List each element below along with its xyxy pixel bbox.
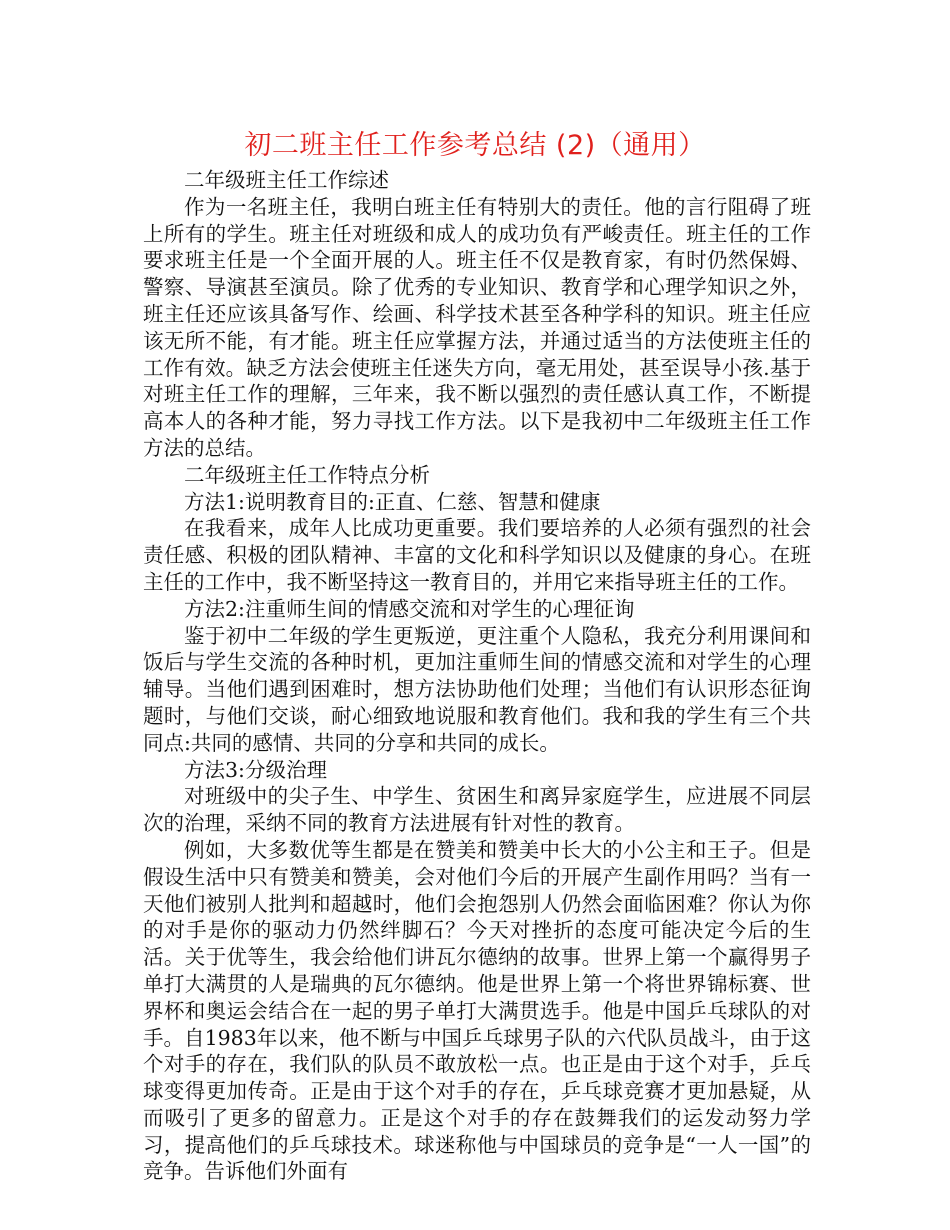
document-body: [143, 167, 811, 1185]
paragraph: 作为一名班主任，我明白班主任有特别大的责任。他的言行阻碍了班上所有的学生。班主任对班级和成人的成功负有严峻责任。班主任的工作要求班主任是一个全面开展的人。班主任不仅是教育家，有时仍然保姆、警察、导演甚至演员。除了优秀的专业知识、教育学和心理学知识之外，班主任还应该具备写作、绘画、科学技术甚至各种学科的知识。班主任应该无所不能，有才能。班主任应掌握方法，并通过适当的方法使班主任的工作有效。缺乏方法会使班主任迷失方向，毫无用处，甚至误导小孩.基于对班主任工作的理解，三年来，我不断以强烈的责任感认真工作，不断提高本人的各种才能，努力寻找工作方法。以下是我初中二年级班主任工作方法的总结。: [143, 194, 811, 460]
method-heading: 方法2:注重师生间的情感交流和对学生的心理征询: [184, 596, 635, 621]
paragraph: 在我看来，成年人比成功更重要。我们要培养的人必须有强烈的社会责任感、积极的团队精神、丰富的文化和科学知识以及健康的身心。在班主任的工作中，我不断坚持这一教育目的，并用它来指导班主任的工作。: [143, 516, 811, 594]
paragraph: 鉴于初中二年级的学生更叛逆，更注重个人隐私，我充分利用课间和饭后与学生交流的各种时机，更加注重师生间的情感交流和对学生的心理辅导。当他们遇到困难时，想方法协助他们处理；当他们有认识形态征询题时，与他们交谈，耐心细致地说服和教育他们。我和我的学生有三个共同点:共同的感情、共同的分享和共同的成长。: [143, 623, 811, 755]
paragraph: 对班级中的尖子生、中学生、贫困生和离异家庭学生，应进展不同层次的治理，采纳不同的教育方法进展有针对性的教育。: [143, 784, 811, 836]
method-heading: 方法3:分级治理: [184, 757, 327, 782]
paragraph: 例如，大多数优等生都是在赞美和赞美中长大的小公主和王子。但是假设生活中只有赞美和赞美，会对他们今后的开展产生副作用吗？当有一天他们被别人批判和超越时，他们会抱怨别人仍然会面临困难？你认为你的对手是你的驱动力仍然绊脚石？今天对挫折的态度可能决定今后的生活。关于优等生，我会给他们讲瓦尔德纳的故事。世界上第一个赢得男子单打大满贯的人是瑞典的瓦尔德纳。他是世界上第一个将世界锦标赛、世界杯和奥运会结合在一起的男子单打大满贯选手。他是中国乒乓球队的对手。自1983年以来，他不断与中国乒乓球男子队的六代队员战斗，由于这个对手的存在，我们队的队员不敢放松一点。也正是由于这个对手，乒乓球变得更加传奇。正是由于这个对手的存在，乒乓球竞赛才更加悬疑，从而吸引了更多的留意力。正是这个对手的存在鼓舞我们的运发动努力学习，提高他们的乒乓球技术。球迷称他与中国球员的竞争是“一人一国”的竞争。告诉他们外面有: [143, 837, 811, 1184]
method-heading: 方法1:说明教育目的:正直、仁慈、智慧和健康: [184, 489, 601, 514]
document-title: 初二班主任工作参考总结 (2)（通用）: [244, 130, 706, 161]
section-heading: 二年级班主任工作综述: [184, 168, 389, 192]
section-heading: 二年级班主任工作特点分析: [184, 462, 430, 487]
